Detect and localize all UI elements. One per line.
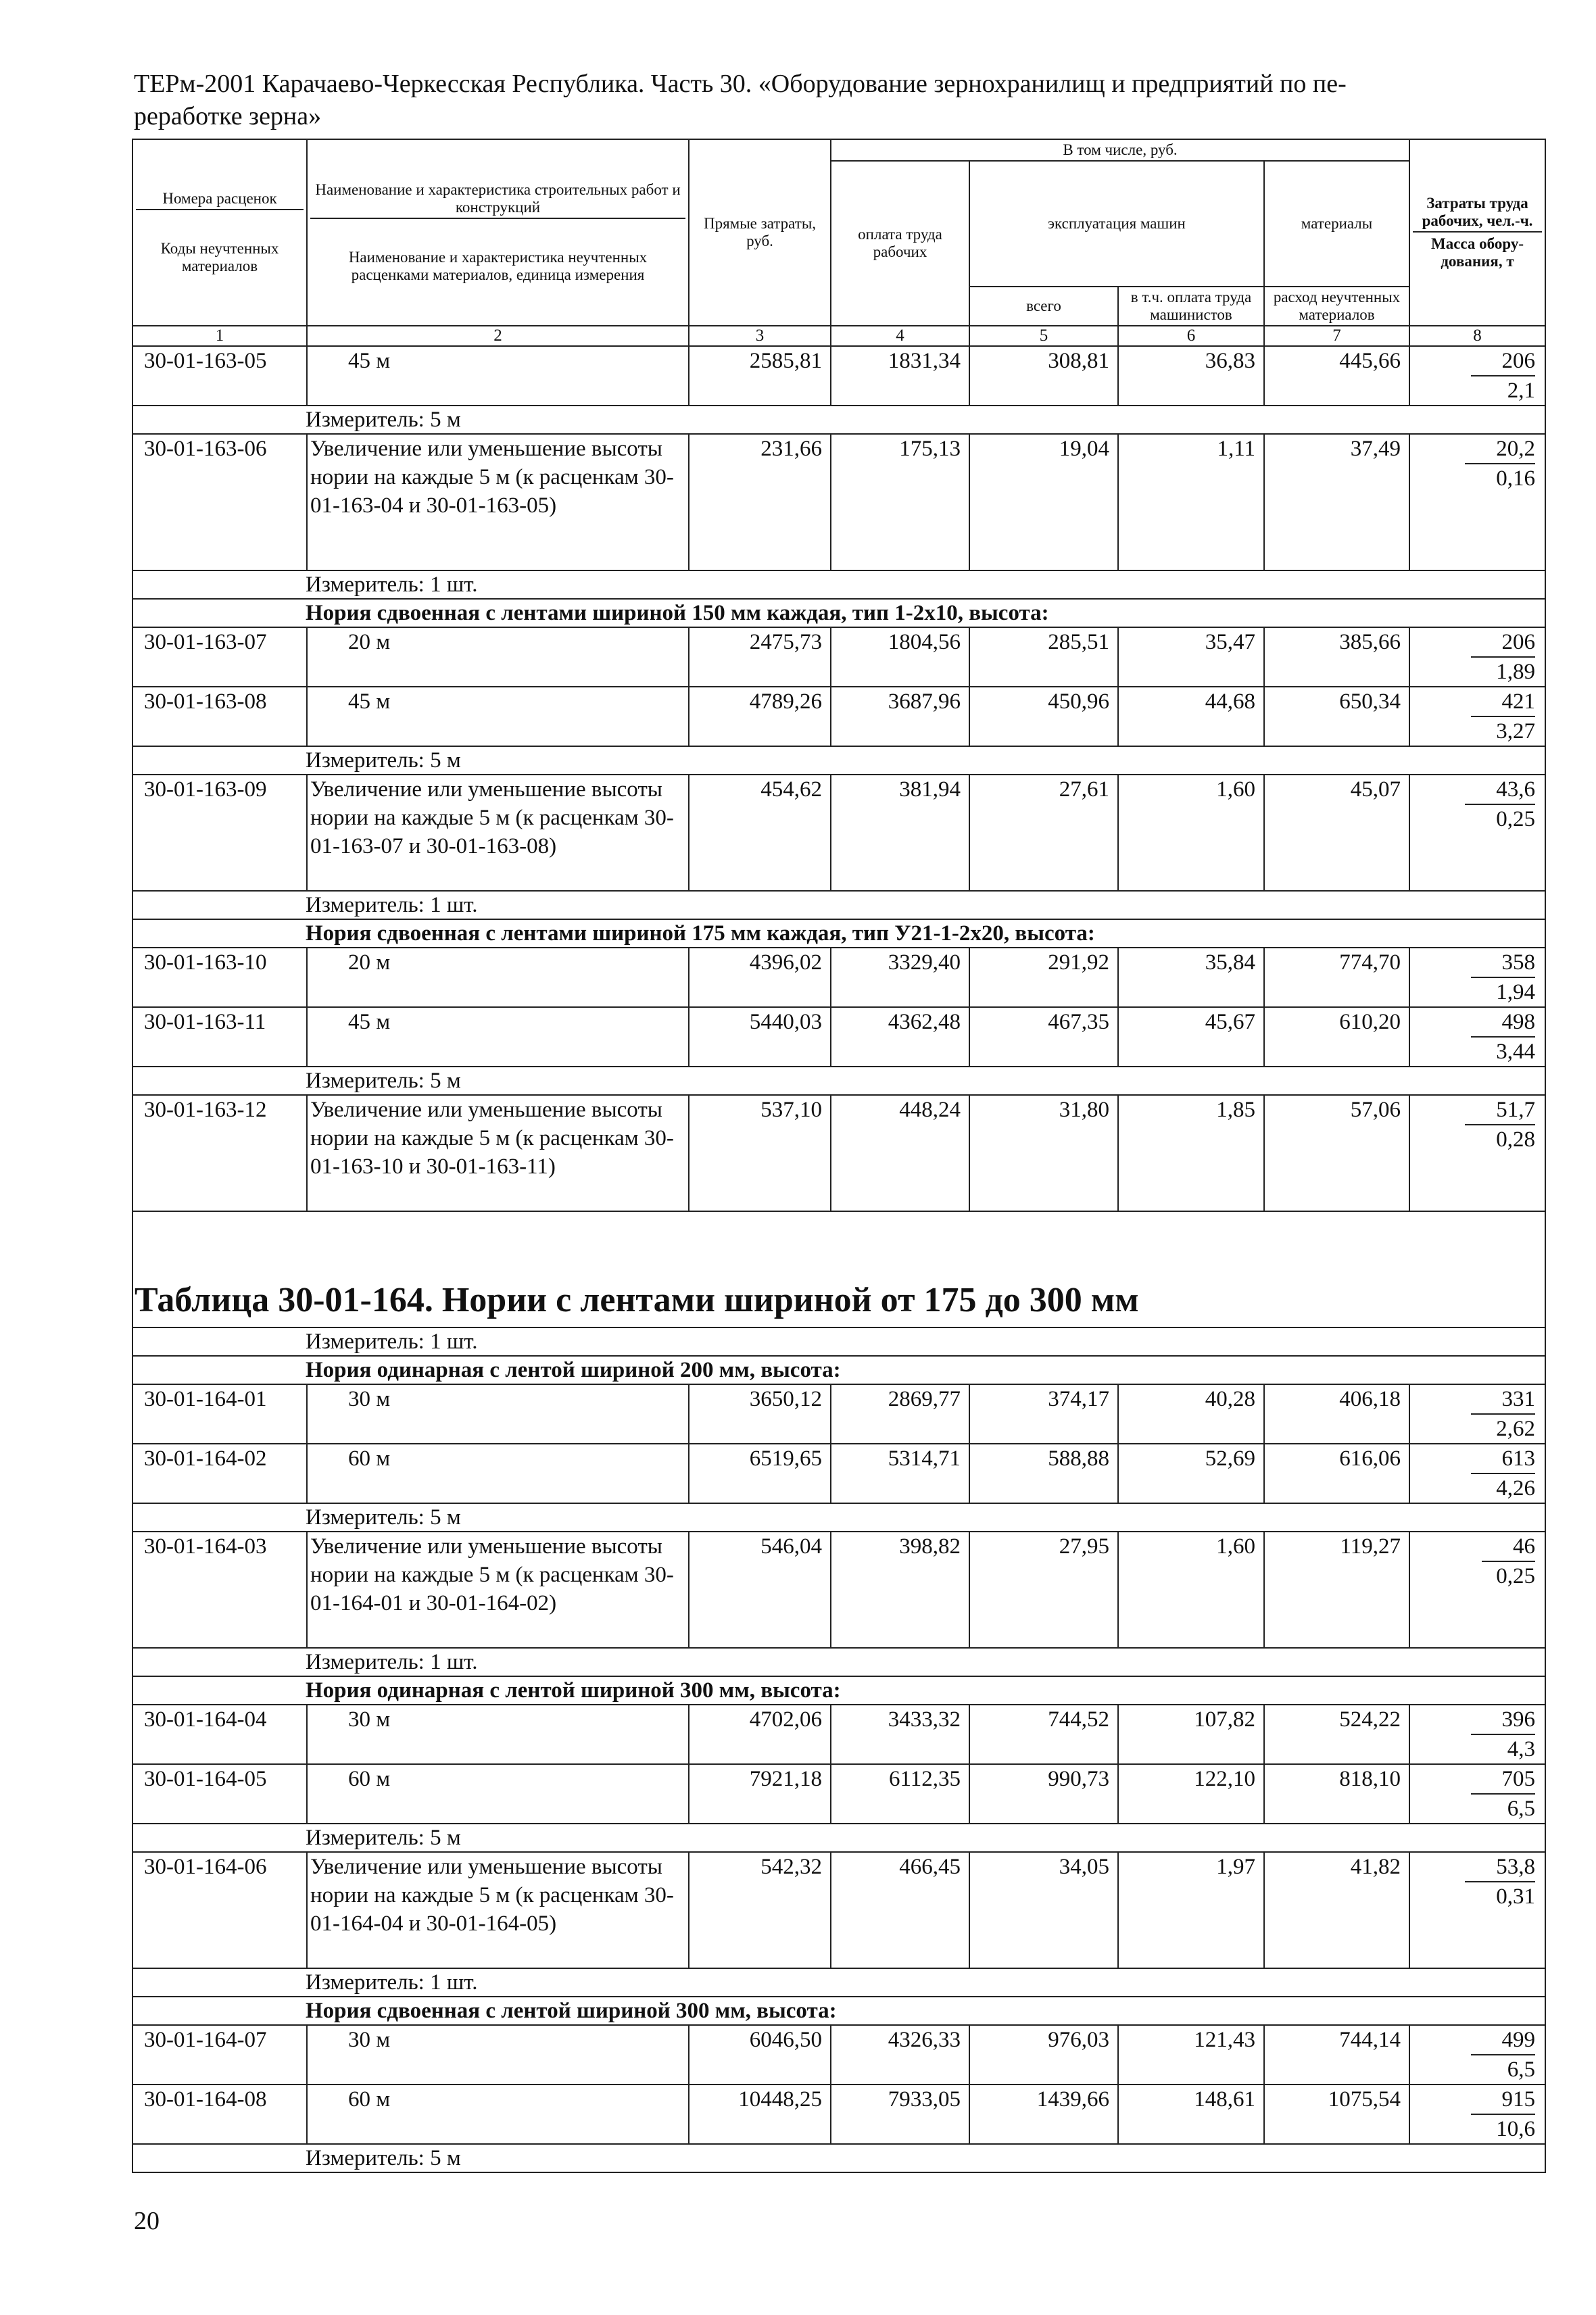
materials-cost: 41,82 — [1264, 1852, 1409, 1968]
materials-cost: 744,14 — [1264, 2025, 1409, 2085]
materials-cost: 774,70 — [1264, 948, 1409, 1007]
header-col2-top: Наименование и характеристика строительных работ и конструкций — [310, 181, 685, 219]
title-line-1: ТЕРм-2001 Карачаево-Черкесская Республика. Часть 30. «Оборудование зернохранилищ и предприятий по пе- — [134, 70, 1347, 98]
labor-and-mass — [1409, 1532, 1545, 1648]
machine-cost: 990,73 — [969, 1764, 1118, 1824]
measure-label-text: Измеритель: 1 шт. — [132, 1648, 1545, 1676]
measure-label — [132, 746, 1545, 775]
measure-label-text: Измеритель: 1 шт. — [132, 1968, 1545, 1997]
header-col1-bottom: Коды неучтенных материалов — [160, 240, 279, 274]
group-title — [132, 919, 1545, 948]
measure-label — [132, 2144, 1545, 2172]
direct-cost: 2475,73 — [689, 627, 831, 687]
col-number: 4 — [831, 326, 969, 346]
group-title — [132, 1997, 1545, 2025]
equipment-mass: 2,62 — [1496, 1417, 1536, 1441]
rates-table — [132, 139, 1546, 2173]
header-row-1 — [132, 139, 1545, 161]
machinist-labor-cost: 1,60 — [1118, 1532, 1264, 1648]
direct-cost: 3650,12 — [689, 1384, 831, 1444]
labor-and-mass — [1409, 346, 1545, 406]
machinist-labor-cost: 107,82 — [1118, 1705, 1264, 1764]
labor-hours: 396 — [1471, 1705, 1536, 1735]
labor-cost: 3329,40 — [831, 948, 969, 1007]
table-row — [132, 687, 1545, 746]
materials-cost: 650,34 — [1264, 687, 1409, 746]
machinist-labor-cost: 40,28 — [1118, 1384, 1264, 1444]
machine-cost: 285,51 — [969, 627, 1118, 687]
rate-name: 60 м — [307, 2085, 689, 2144]
labor-cost: 1831,34 — [831, 346, 969, 406]
machine-cost: 744,52 — [969, 1705, 1118, 1764]
labor-and-mass — [1409, 775, 1545, 891]
machinist-labor-cost: 148,61 — [1118, 2085, 1264, 2144]
materials-cost: 1075,54 — [1264, 2085, 1409, 2144]
measure-label-text: Измеритель: 1 шт. — [132, 891, 1545, 919]
rate-code: 30-01-163-11 — [132, 1007, 307, 1067]
table-row — [132, 775, 1545, 891]
labor-hours: 51,7 — [1465, 1096, 1535, 1125]
machinist-labor-cost: 36,83 — [1118, 346, 1264, 406]
col-number: 5 — [969, 326, 1118, 346]
equipment-mass: 0,25 — [1496, 1564, 1536, 1588]
table-heading: Таблица 30-01-164. Нории с лентами шириной от 175 до 300 мм — [132, 1211, 1545, 1327]
direct-cost: 537,10 — [689, 1095, 831, 1211]
measure-label — [132, 1327, 1545, 1356]
table-row — [132, 948, 1545, 1007]
rate-name: 45 м — [307, 1007, 689, 1067]
group-title-text: Нория одинарная с лентой шириной 200 мм, высота: — [132, 1356, 1545, 1384]
materials-cost: 57,06 — [1264, 1095, 1409, 1211]
direct-cost: 6046,50 — [689, 2025, 831, 2085]
machinist-labor-cost: 121,43 — [1118, 2025, 1264, 2085]
rate-name: 20 м — [307, 627, 689, 687]
equipment-mass: 3,27 — [1496, 719, 1536, 744]
direct-cost: 231,66 — [689, 434, 831, 570]
labor-hours: 20,2 — [1465, 435, 1535, 464]
rate-name: Увеличение или уменьшение высоты нории на каждые 5 м (к расценкам 30-01-163-10 и 30-01-163-11) — [307, 1095, 689, 1211]
header-col1 — [132, 139, 307, 326]
table-row — [132, 1764, 1545, 1824]
direct-cost: 7921,18 — [689, 1764, 831, 1824]
rate-name: 45 м — [307, 687, 689, 746]
rate-name: 20 м — [307, 948, 689, 1007]
direct-cost: 454,62 — [689, 775, 831, 891]
labor-and-mass — [1409, 1007, 1545, 1067]
materials-cost: 616,06 — [1264, 1444, 1409, 1503]
labor-cost: 381,94 — [831, 775, 969, 891]
measure-label-text: Измеритель: 1 шт. — [132, 1327, 1545, 1356]
header-col7: расход неучтенных материалов — [1264, 287, 1409, 326]
labor-cost: 6112,35 — [831, 1764, 969, 1824]
header-machines: эксплуатация машин — [969, 161, 1264, 287]
rate-code: 30-01-164-07 — [132, 2025, 307, 2085]
measure-label-text: Измеритель: 5 м — [132, 406, 1545, 434]
labor-cost: 466,45 — [831, 1852, 969, 1968]
equipment-mass: 6,5 — [1507, 2057, 1536, 2082]
labor-hours: 613 — [1471, 1444, 1536, 1474]
equipment-mass: 0,31 — [1496, 1884, 1536, 1909]
rate-code: 30-01-164-01 — [132, 1384, 307, 1444]
equipment-mass: 1,89 — [1496, 660, 1536, 684]
equipment-mass: 10,6 — [1496, 2117, 1536, 2141]
measure-label — [132, 1067, 1545, 1095]
direct-cost: 546,04 — [689, 1532, 831, 1648]
page-number: 20 — [134, 2207, 160, 2235]
materials-cost: 385,66 — [1264, 627, 1409, 687]
machinist-labor-cost: 52,69 — [1118, 1444, 1264, 1503]
machinist-labor-cost: 45,67 — [1118, 1007, 1264, 1067]
rate-code: 30-01-164-03 — [132, 1532, 307, 1648]
header-group: В том числе, руб. — [831, 139, 1409, 161]
table-row — [132, 346, 1545, 406]
equipment-mass: 0,25 — [1496, 807, 1536, 831]
labor-hours: 915 — [1471, 2085, 1536, 2115]
labor-cost: 3433,32 — [831, 1705, 969, 1764]
rate-name: 60 м — [307, 1764, 689, 1824]
measure-label — [132, 891, 1545, 919]
machinist-labor-cost: 1,11 — [1118, 434, 1264, 570]
labor-and-mass — [1409, 434, 1545, 570]
measure-label-text: Измеритель: 5 м — [132, 1067, 1545, 1095]
labor-and-mass — [1409, 1444, 1545, 1503]
labor-hours: 331 — [1471, 1385, 1536, 1415]
col-number: 7 — [1264, 326, 1409, 346]
measure-label — [132, 570, 1545, 599]
labor-and-mass — [1409, 1095, 1545, 1211]
header-col2-bottom: Наименование и характеристика неучтенных расценками материалов, единица измерения — [348, 249, 648, 283]
equipment-mass: 3,44 — [1496, 1040, 1536, 1064]
title-line-2: реработке зерна» — [134, 102, 322, 130]
group-title — [132, 599, 1545, 627]
rate-name: 30 м — [307, 1384, 689, 1444]
table-row — [132, 1095, 1545, 1211]
table-row — [132, 1532, 1545, 1648]
labor-cost: 2869,77 — [831, 1384, 969, 1444]
labor-hours: 705 — [1471, 1765, 1536, 1795]
rate-code: 30-01-163-05 — [132, 346, 307, 406]
equipment-mass: 0,28 — [1496, 1127, 1536, 1152]
equipment-mass: 0,16 — [1496, 466, 1536, 491]
machine-cost: 450,96 — [969, 687, 1118, 746]
table-row — [132, 1852, 1545, 1968]
labor-hours: 53,8 — [1465, 1853, 1535, 1882]
materials-cost: 610,20 — [1264, 1007, 1409, 1067]
machine-cost: 291,92 — [969, 948, 1118, 1007]
table-row — [132, 627, 1545, 687]
machinist-labor-cost: 1,97 — [1118, 1852, 1264, 1968]
group-title-text: Нория сдвоенная с лентами шириной 150 мм каждая, тип 1-2х10, высота: — [132, 599, 1545, 627]
page-title — [134, 68, 1520, 132]
machine-cost: 27,95 — [969, 1532, 1118, 1648]
header-col8-bottom: Масса обору-дования, т — [1431, 235, 1524, 270]
rate-code: 30-01-164-04 — [132, 1705, 307, 1764]
labor-hours: 206 — [1471, 347, 1536, 376]
materials-cost: 524,22 — [1264, 1705, 1409, 1764]
measure-label-text: Измеритель: 5 м — [132, 1824, 1545, 1852]
direct-cost: 542,32 — [689, 1852, 831, 1968]
measure-label-text: Измеритель: 5 м — [132, 2144, 1545, 2172]
labor-cost: 7933,05 — [831, 2085, 969, 2144]
materials-cost: 119,27 — [1264, 1532, 1409, 1648]
labor-cost: 3687,96 — [831, 687, 969, 746]
labor-hours: 358 — [1471, 948, 1536, 978]
machine-cost: 374,17 — [969, 1384, 1118, 1444]
rate-code: 30-01-163-10 — [132, 948, 307, 1007]
machinist-labor-cost: 1,60 — [1118, 775, 1264, 891]
labor-hours: 498 — [1471, 1008, 1536, 1038]
rate-name: Увеличение или уменьшение высоты нории на каждые 5 м (к расценкам 30-01-163-04 и 30-01-163-05) — [307, 434, 689, 570]
labor-and-mass — [1409, 948, 1545, 1007]
measure-label-text: Измеритель: 5 м — [132, 1503, 1545, 1532]
labor-and-mass — [1409, 1764, 1545, 1824]
col-number: 8 — [1409, 326, 1545, 346]
header-col1-top: Номера расценок — [136, 190, 304, 210]
labor-cost: 175,13 — [831, 434, 969, 570]
rate-code: 30-01-164-05 — [132, 1764, 307, 1824]
measure-label — [132, 1824, 1545, 1852]
materials-cost: 406,18 — [1264, 1384, 1409, 1444]
table-row — [132, 1384, 1545, 1444]
direct-cost: 4789,26 — [689, 687, 831, 746]
equipment-mass: 6,5 — [1507, 1797, 1536, 1821]
table-row — [132, 2085, 1545, 2144]
labor-cost: 4362,48 — [831, 1007, 969, 1067]
rate-code: 30-01-163-06 — [132, 434, 307, 570]
materials-cost: 37,49 — [1264, 434, 1409, 570]
measure-label — [132, 406, 1545, 434]
labor-and-mass — [1409, 2025, 1545, 2085]
header-col3: Прямые затраты, руб. — [689, 139, 831, 326]
labor-and-mass — [1409, 1705, 1545, 1764]
labor-cost: 1804,56 — [831, 627, 969, 687]
machine-cost: 1439,66 — [969, 2085, 1118, 2144]
materials-cost: 45,07 — [1264, 775, 1409, 891]
measure-label — [132, 1648, 1545, 1676]
equipment-mass: 4,3 — [1507, 1737, 1536, 1761]
header-col4: оплата труда рабочих — [831, 161, 969, 326]
labor-cost: 398,82 — [831, 1532, 969, 1648]
table-body — [132, 346, 1545, 2172]
rate-code: 30-01-164-08 — [132, 2085, 307, 2144]
rate-name: 30 м — [307, 2025, 689, 2085]
labor-cost: 4326,33 — [831, 2025, 969, 2085]
rate-code: 30-01-163-08 — [132, 687, 307, 746]
col-number: 1 — [132, 326, 307, 346]
header-numbers-row — [132, 326, 1545, 346]
machinist-labor-cost: 1,85 — [1118, 1095, 1264, 1211]
rate-name: Увеличение или уменьшение высоты нории на каждые 5 м (к расценкам 30-01-164-04 и 30-01-164-05) — [307, 1852, 689, 1968]
measure-label — [132, 1503, 1545, 1532]
group-title-text: Нория одинарная с лентой шириной 300 мм, высота: — [132, 1676, 1545, 1705]
labor-hours: 206 — [1471, 628, 1536, 658]
table-row — [132, 1007, 1545, 1067]
header-materials: материалы — [1264, 161, 1409, 287]
machine-cost: 19,04 — [969, 434, 1118, 570]
measure-label-text: Измеритель: 5 м — [132, 746, 1545, 775]
equipment-mass: 1,94 — [1496, 980, 1536, 1004]
measure-label — [132, 1968, 1545, 1997]
table-row — [132, 1705, 1545, 1764]
labor-and-mass — [1409, 687, 1545, 746]
labor-cost: 5314,71 — [831, 1444, 969, 1503]
direct-cost: 5440,03 — [689, 1007, 831, 1067]
rate-code: 30-01-164-02 — [132, 1444, 307, 1503]
header-col8 — [1409, 139, 1545, 326]
machinist-labor-cost: 44,68 — [1118, 687, 1264, 746]
labor-cost: 448,24 — [831, 1095, 969, 1211]
labor-and-mass — [1409, 1852, 1545, 1968]
direct-cost: 6519,65 — [689, 1444, 831, 1503]
table-row — [132, 1444, 1545, 1503]
rate-code: 30-01-163-12 — [132, 1095, 307, 1211]
labor-and-mass — [1409, 627, 1545, 687]
direct-cost: 10448,25 — [689, 2085, 831, 2144]
col-number: 3 — [689, 326, 831, 346]
rate-name: Увеличение или уменьшение высоты нории на каждые 5 м (к расценкам 30-01-163-07 и 30-01-163-08) — [307, 775, 689, 891]
rate-code: 30-01-163-09 — [132, 775, 307, 891]
labor-and-mass — [1409, 1384, 1545, 1444]
table-row — [132, 434, 1545, 570]
rate-name: 30 м — [307, 1705, 689, 1764]
col-number: 6 — [1118, 326, 1264, 346]
machine-cost: 34,05 — [969, 1852, 1118, 1968]
group-title — [132, 1676, 1545, 1705]
table-row — [132, 2025, 1545, 2085]
rate-code: 30-01-164-06 — [132, 1852, 307, 1968]
group-title — [132, 1356, 1545, 1384]
machinist-labor-cost: 35,84 — [1118, 948, 1264, 1007]
labor-hours: 46 — [1482, 1532, 1535, 1562]
labor-hours: 499 — [1471, 2026, 1536, 2055]
rate-name: 45 м — [307, 346, 689, 406]
machinist-labor-cost: 122,10 — [1118, 1764, 1264, 1824]
direct-cost: 2585,81 — [689, 346, 831, 406]
machine-cost: 976,03 — [969, 2025, 1118, 2085]
labor-and-mass — [1409, 2085, 1545, 2144]
direct-cost: 4396,02 — [689, 948, 831, 1007]
labor-hours: 421 — [1471, 687, 1536, 717]
direct-cost: 4702,06 — [689, 1705, 831, 1764]
machine-cost: 31,80 — [969, 1095, 1118, 1211]
rate-name: 60 м — [307, 1444, 689, 1503]
equipment-mass: 2,1 — [1507, 379, 1536, 403]
materials-cost: 818,10 — [1264, 1764, 1409, 1824]
rate-code: 30-01-163-07 — [132, 627, 307, 687]
header-col5: всего — [969, 287, 1118, 326]
materials-cost: 445,66 — [1264, 346, 1409, 406]
group-title-text: Нория сдвоенная с лентой шириной 300 мм, высота: — [132, 1997, 1545, 2025]
rate-name: Увеличение или уменьшение высоты нории на каждые 5 м (к расценкам 30-01-164-01 и 30-01-164-02) — [307, 1532, 689, 1648]
labor-hours: 43,6 — [1465, 775, 1535, 805]
header-col8-top: Затраты труда рабочих, чел.-ч. — [1413, 195, 1542, 233]
col-number: 2 — [307, 326, 689, 346]
machine-cost: 588,88 — [969, 1444, 1118, 1503]
machine-cost: 467,35 — [969, 1007, 1118, 1067]
machine-cost: 308,81 — [969, 346, 1118, 406]
measure-label-text: Измеритель: 1 шт. — [132, 570, 1545, 599]
header-col2 — [307, 139, 689, 326]
header-col6: в т.ч. оплата труда машинистов — [1118, 287, 1264, 326]
machinist-labor-cost: 35,47 — [1118, 627, 1264, 687]
machine-cost: 27,61 — [969, 775, 1118, 891]
equipment-mass: 4,26 — [1496, 1476, 1536, 1501]
group-title-text: Нория сдвоенная с лентами шириной 175 мм каждая, тип У21-1-2х20, высота: — [132, 919, 1545, 948]
table-heading-row — [132, 1211, 1545, 1327]
